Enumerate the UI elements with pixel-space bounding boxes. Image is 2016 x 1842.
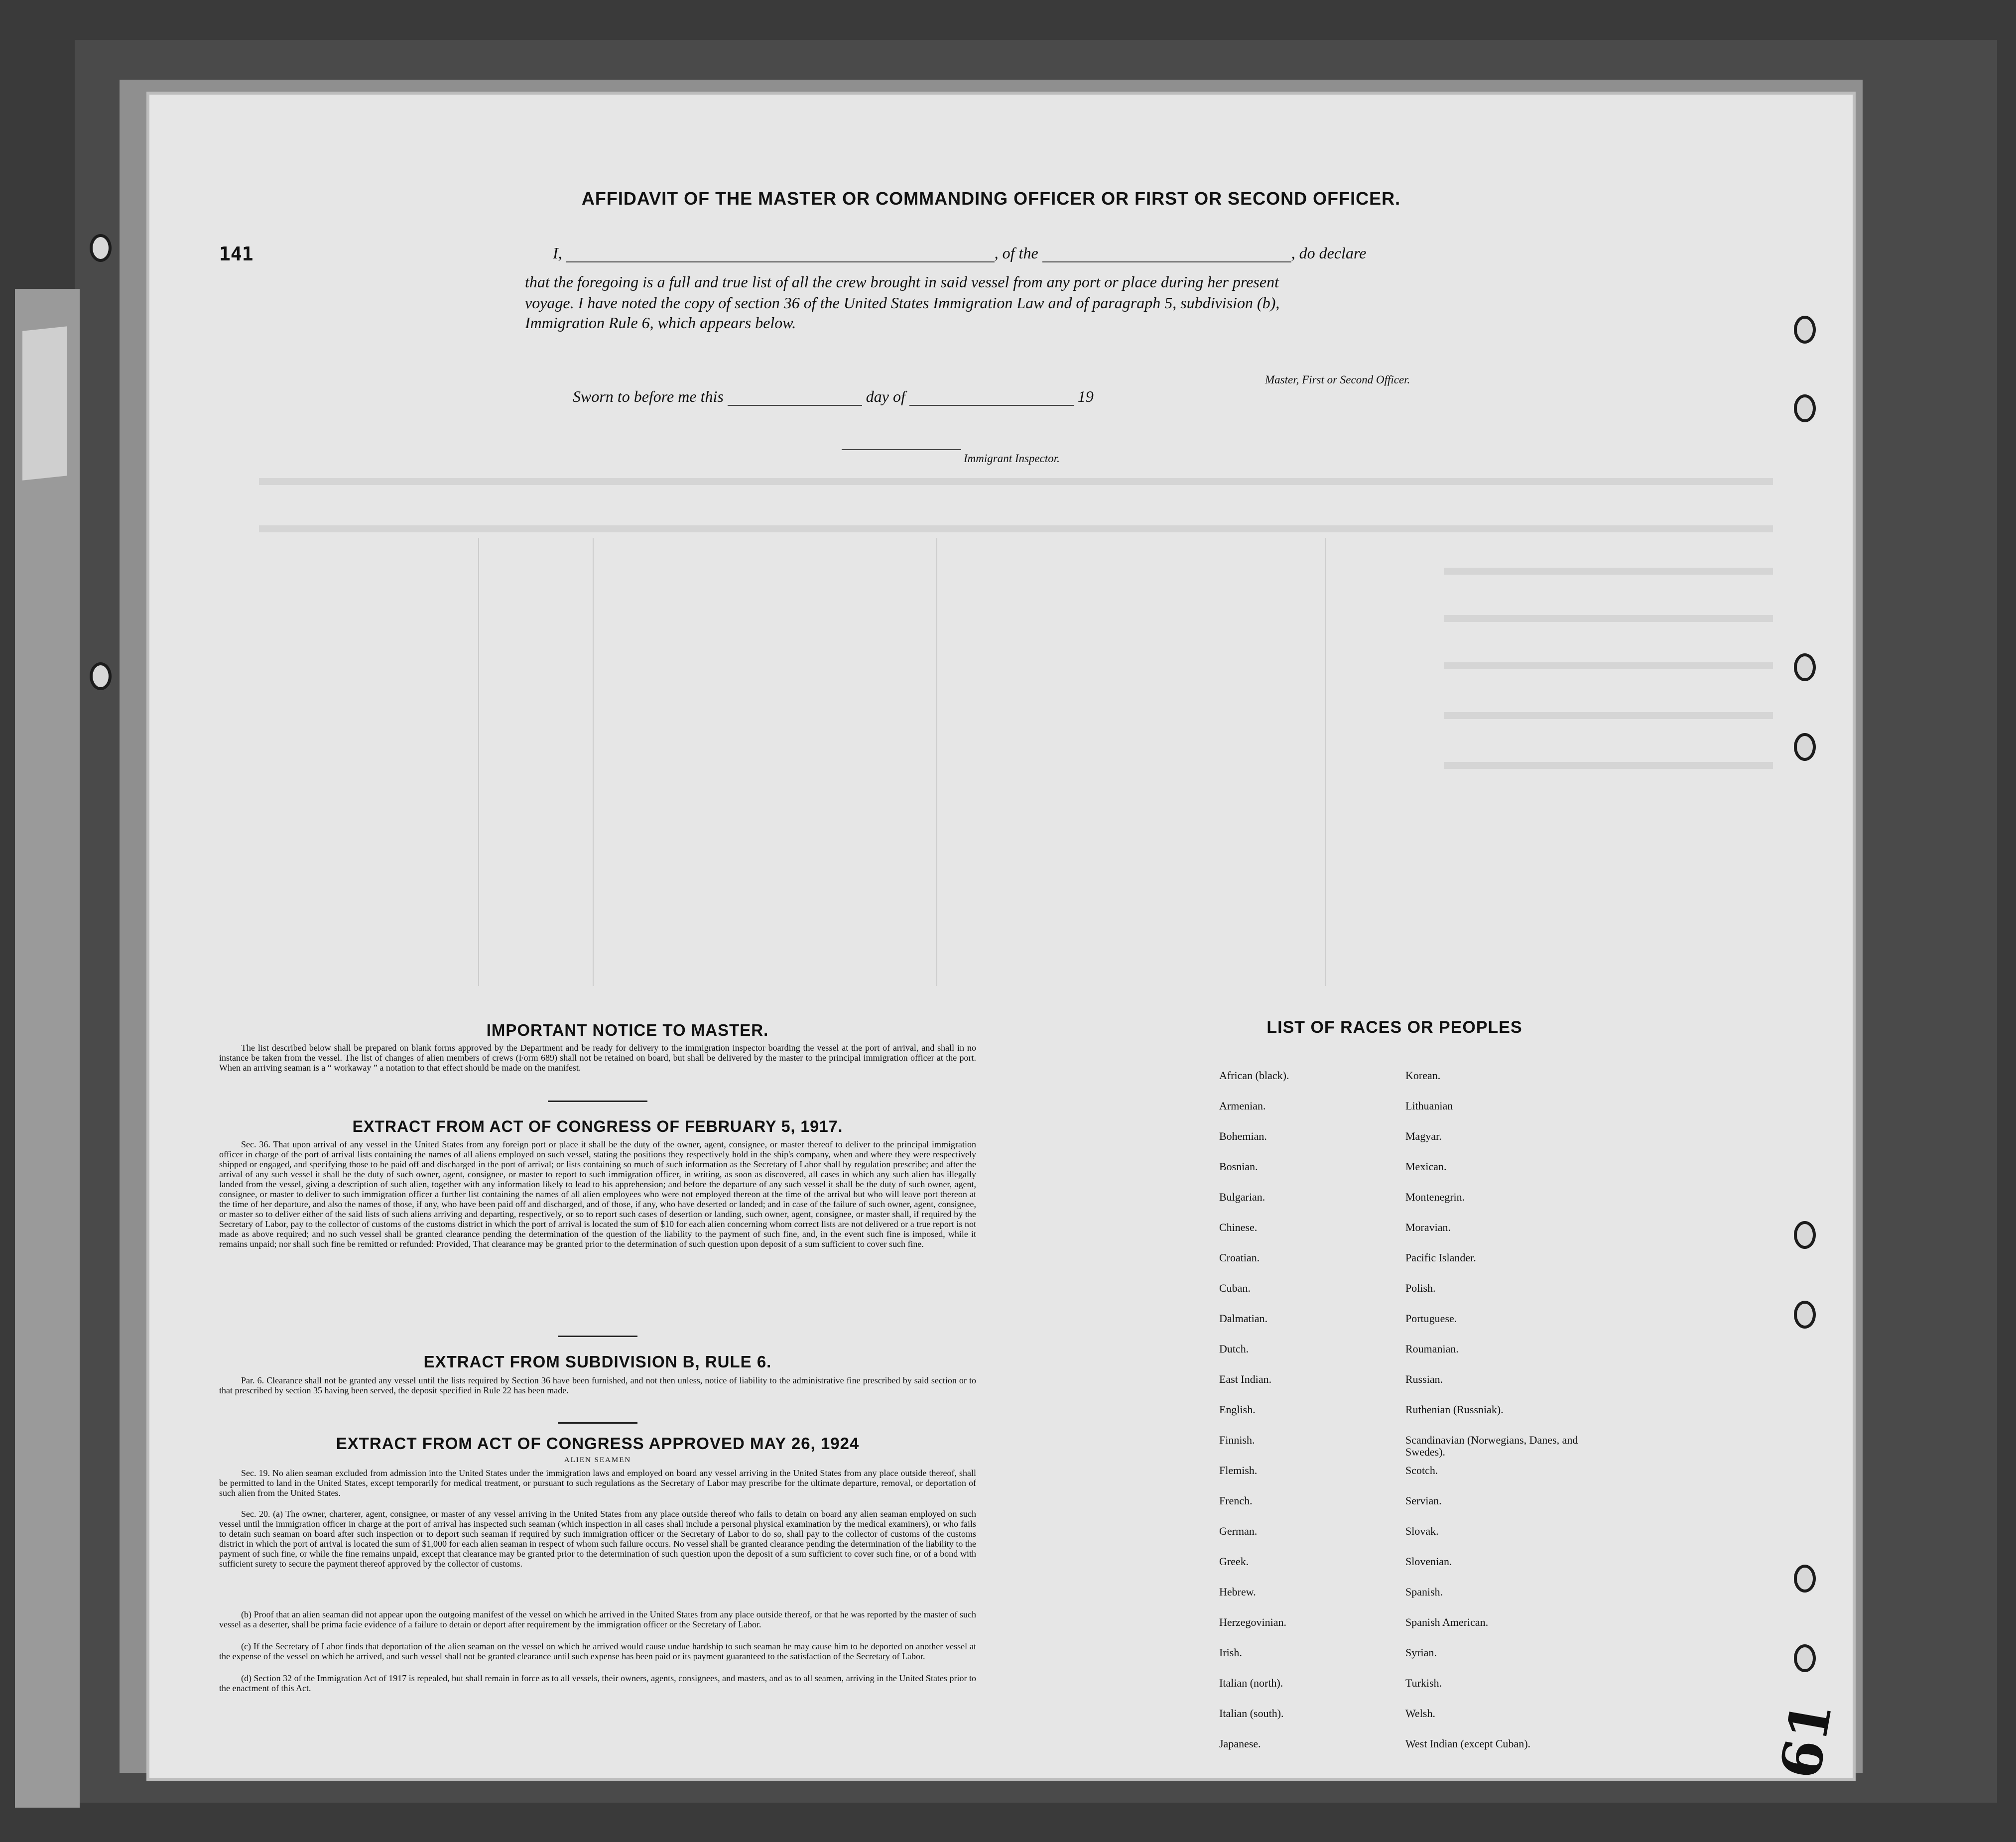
alien-seamen-subheading: ALIEN SEAMEN — [564, 1456, 631, 1464]
bleed-through-rule — [1325, 538, 1326, 986]
race-item: Bohemian. — [1219, 1130, 1267, 1142]
race-item: Turkish. — [1405, 1677, 1442, 1689]
races-left-column — [1219, 1070, 1428, 1768]
race-item: Pacific Islander. — [1405, 1251, 1476, 1264]
bleed-through-row — [1444, 712, 1773, 719]
affidavit-i: I, — [553, 244, 562, 262]
sworn-label: Sworn to before me this — [573, 387, 724, 405]
race-item: Montenegrin. — [1405, 1191, 1465, 1203]
race-item: Lithuanian — [1405, 1100, 1453, 1112]
inspector-signature-line — [842, 449, 961, 450]
race-item: East Indian. — [1219, 1373, 1272, 1385]
race-item: French. — [1219, 1494, 1253, 1507]
bleed-through-rule — [593, 538, 594, 986]
sworn-month-blank — [909, 405, 1074, 406]
affidavit-declaration-line — [553, 244, 1479, 262]
affidavit-do-declare: , do declare — [1291, 244, 1367, 262]
binding-hole — [1794, 1644, 1816, 1672]
notice-heading: IMPORTANT NOTICE TO MASTER. — [486, 1021, 769, 1039]
officer-name-blank — [566, 261, 995, 262]
race-item: Korean. — [1405, 1069, 1441, 1082]
race-item: English. — [1219, 1403, 1256, 1416]
bleed-through-row — [1444, 762, 1773, 769]
bleed-through-row — [1444, 568, 1773, 575]
race-item: Flemish. — [1219, 1464, 1258, 1476]
affidavit-title: AFFIDAVIT OF THE MASTER OR COMMANDING OFFICER OR FIRST OR SECOND OFFICER. — [581, 188, 1401, 209]
inspector-signature-label: Immigrant Inspector. — [964, 452, 1060, 465]
extract-1924-sec20c: (c) If the Secretary of Labor finds that deportation of the alien seaman on the vessel on which he arrived would cause undue hardship to such seaman he may cause him to be deported on another vessel at the expense of the vessel on which he arrived, and such vessel shall not be granted clearance until such expense has been paid or its payment guaranteed to the satisfaction of the Secretary of Labor. — [219, 1641, 976, 1661]
race-item: Scandinavian (Norwegians, Danes, and Swedes). — [1405, 1434, 1578, 1458]
race-item: Armenian. — [1219, 1100, 1266, 1112]
section-divider — [558, 1422, 637, 1424]
race-item: Roumanian. — [1405, 1343, 1459, 1355]
binding-hole — [1794, 316, 1816, 344]
vessel-name-blank — [1042, 261, 1291, 262]
races-heading: LIST OF RACES OR PEOPLES — [1266, 1018, 1522, 1037]
binding-hole — [90, 234, 112, 262]
affidavit-line-4: Immigration Rule 6, which appears below. — [525, 314, 796, 332]
sworn-day-blank — [728, 405, 862, 406]
section-divider — [548, 1101, 647, 1102]
extract-rule6-heading: EXTRACT FROM SUBDIVISION B, RULE 6. — [423, 1352, 772, 1371]
sworn-line — [573, 387, 1170, 406]
race-item: Hebrew. — [1219, 1586, 1256, 1598]
extract-1924-sec20b: (b) Proof that an alien seaman did not appear upon the outgoing manifest of the vessel on which he arrived in the United States from any place outside thereof, or that he was reported by the master of such vessel as a deserter, shall be prima facie evidence of a failure to detain or deport after requirement by the immigration officer or the Secretary of Labor. — [219, 1609, 976, 1629]
section-divider — [558, 1336, 637, 1337]
race-item: Welsh. — [1405, 1707, 1435, 1719]
race-item: Slovak. — [1405, 1525, 1439, 1537]
race-item: Herzegovinian. — [1219, 1616, 1286, 1628]
affidavit-line-2: that the foregoing is a full and true list of all the crew brought in said vessel from any port or place during her present — [525, 273, 1279, 291]
affidavit-of-the: , of the — [994, 244, 1038, 262]
torn-paper-stub — [22, 326, 67, 480]
race-item: Dalmatian. — [1219, 1312, 1268, 1325]
race-item: Italian (south). — [1219, 1707, 1284, 1719]
sworn-day-of: day of — [866, 387, 905, 405]
race-item: Portuguese. — [1405, 1312, 1457, 1325]
binding-hole — [1794, 394, 1816, 422]
master-signature-label: Master, First or Second Officer. — [1265, 373, 1410, 386]
race-item: Croatian. — [1219, 1251, 1260, 1264]
race-item: Moravian. — [1405, 1221, 1451, 1233]
extract-1924-heading: EXTRACT FROM ACT OF CONGRESS APPROVED MAY 26, 1924 — [336, 1434, 860, 1453]
race-item: Servian. — [1405, 1494, 1442, 1507]
affidavit-line-3: voyage. I have noted the copy of section 36 of the United States Immigration Law and of paragraph 5, subdivision (b), — [525, 294, 1280, 312]
race-item: Italian (north). — [1219, 1677, 1283, 1689]
extract-1924-sec19: Sec. 19. No alien seaman excluded from admission into the United States under the immigration laws and employed on board any vessel arriving in the United States from any place outside thereof, shall be permitted to land in the United States, except temporarily for medical treatment, or pursuant to such regulations as the Secretary of Labor may prescribe for the ultimate departure, removal, or deportation of such alien from the United States. — [219, 1468, 976, 1498]
race-item: Spanish American. — [1405, 1616, 1489, 1628]
bleed-through-rule — [936, 538, 937, 986]
handwritten-corner-number: 141 — [219, 243, 253, 265]
race-item: Cuban. — [1219, 1282, 1251, 1294]
race-item: Spanish. — [1405, 1586, 1443, 1598]
race-item: Dutch. — [1219, 1343, 1249, 1355]
sworn-year: 19 — [1077, 387, 1094, 405]
race-item: Ruthenian (Russniak). — [1405, 1403, 1504, 1416]
race-item: Bulgarian. — [1219, 1191, 1265, 1203]
race-item: Syrian. — [1405, 1646, 1437, 1659]
race-item: Scotch. — [1405, 1464, 1438, 1476]
bleed-through-rule — [478, 538, 479, 986]
race-item: Russian. — [1405, 1373, 1443, 1385]
extract-rule6-body: Par. 6. Clearance shall not be granted any vessel until the lists required by Section 36 have been furnished, and not then unless, notice of liability to the administrative fine prescribed by said section or to that prescribed by section 35 having been served, the deposit specified in Rule 22 has been made. — [219, 1375, 976, 1395]
handwritten-page-number: 61 — [1767, 1697, 1845, 1784]
notice-body: The list described below shall be prepared on blank forms approved by the Department and be ready for delivery to the immigration inspector boarding the vessel at the port of arrival, and shall in no instance be taken from the vessel. The list of changes of alien members of crews (Form 689) shall not be retained on board, but shall be delivered by the master to the principal immigration officer at the port. When an arriving seaman is a “ workaway ” a notation to that effect should be made on the manifest. — [219, 1043, 976, 1073]
race-item: Chinese. — [1219, 1221, 1258, 1233]
race-item: Polish. — [1405, 1282, 1436, 1294]
binding-hole — [1794, 653, 1816, 681]
bleed-through-row — [259, 478, 1773, 485]
race-item: German. — [1219, 1525, 1258, 1537]
binding-hole — [1794, 1565, 1816, 1593]
binding-hole — [1794, 733, 1816, 761]
binding-hole — [1794, 1301, 1816, 1329]
binding-hole — [1794, 1221, 1816, 1249]
race-item: West Indian (except Cuban). — [1405, 1737, 1531, 1750]
extract-1917-body: Sec. 36. That upon arrival of any vessel in the United States from any foreign port or place it shall be the duty of the owner, agent, consignee, or master thereof to deliver to the principal immigration officer in charge of the port of arrival lists containing the names of all aliens employed on such vessel, stating the positions they respectively hold in the ship's company, when and where they were respectively shipped or engaged, and specifying those to be paid off and discharged in the port of arrival; or lists containing so much of such information as the Secretary of Labor shall by regulation prescribe; and after the arrival of any such vessel it shall be the duty of such owner, agent, consignee, or master to report to such immigration officer, in writing, as soon as discovered, all cases in which any such alien has illegally landed from the vessel, giving a description of such alien, together with any information likely to lead to his apprehension; and before the departure of any such vessel it shall be the duty of such owner, agent, consignee, or master to deliver to such immigration officer a further list containing the names of all alien employees who were not employed thereon at the time of the arrival but who will leave port thereon at the time of her departure, and also the names of those, if any, who have been paid off and discharged, and of those, if any, who have deserted or landed; and in case of the failure of such owner, agent, consignee, or master so to deliver either of the said lists of such aliens arriving and departing, respectively, or so to report such cases of desertion or landing, such owner, agent, consignee, or master shall, if required by the Secretary of Labor, pay to the collector of customs of the customs district in which the port of arrival is located the sum of $10 for each alien concerning whom correct lists are not delivered or a true report is not made as above required; and no such vessel shall be granted clearance pending the determination of the question of the liability to the payment of such fine, and, in the event such fine is imposed, while it remains unpaid; nor shall such fine be remitted or refunded: Provided, That clearance may be granted prior to the determination of such question upon deposit of a sum sufficient to cover such fine. — [219, 1139, 976, 1249]
binding-hole — [90, 662, 112, 690]
bleed-through-row — [1444, 615, 1773, 622]
race-item: Bosnian. — [1219, 1160, 1258, 1173]
extract-1917-heading: EXTRACT FROM ACT OF CONGRESS OF FEBRUARY 5, 1917. — [352, 1117, 843, 1135]
race-item: Finnish. — [1219, 1434, 1255, 1446]
race-item: Magyar. — [1405, 1130, 1442, 1142]
race-item: Mexican. — [1405, 1160, 1447, 1173]
extract-1924-sec20a: Sec. 20. (a) The owner, charterer, agent, consignee, or master of any vessel arriving in the United States from any place outside thereof who fails to detain on board any alien seaman employed on such vessel until the immigration officer in charge at the port of arrival has inspected such seaman (which inspection in all cases shall include a personal physical examination by the medical examiners), or who fails to detain such seaman on board after such inspection or to deport such seaman if required by such immigration officer or the Secretary of Labor to do so, shall pay to the collector of customs of the customs district in which the port of arrival is located the sum of $1,000 for each alien seaman in respect of whom such failure occurs. No vessel shall be granted clearance pending the determination of the liability to the payment of such fine, or while the fine remains unpaid, except that clearance may be granted prior to the determination of such question upon the deposit of a sum sufficient to cover such fine, or of a bond with sufficient surety to secure the payment thereof approved by the collector of customs. — [219, 1509, 976, 1569]
races-right-column — [1405, 1070, 1615, 1768]
extract-1924-sec20d: (d) Section 32 of the Immigration Act of 1917 is repealed, but shall remain in force as to all vessels, their owners, agents, consignees, and masters, and as to all seamen, arriving in the United States prior to the enactment of this Act. — [219, 1673, 976, 1693]
race-item: Slovenian. — [1405, 1555, 1452, 1568]
bleed-through-row — [1444, 662, 1773, 669]
race-item: African (black). — [1219, 1069, 1289, 1082]
race-item: Greek. — [1219, 1555, 1249, 1568]
race-item: Irish. — [1219, 1646, 1242, 1659]
binding-margin — [15, 289, 80, 1808]
bleed-through-row — [259, 525, 1773, 532]
race-item: Japanese. — [1219, 1737, 1261, 1750]
